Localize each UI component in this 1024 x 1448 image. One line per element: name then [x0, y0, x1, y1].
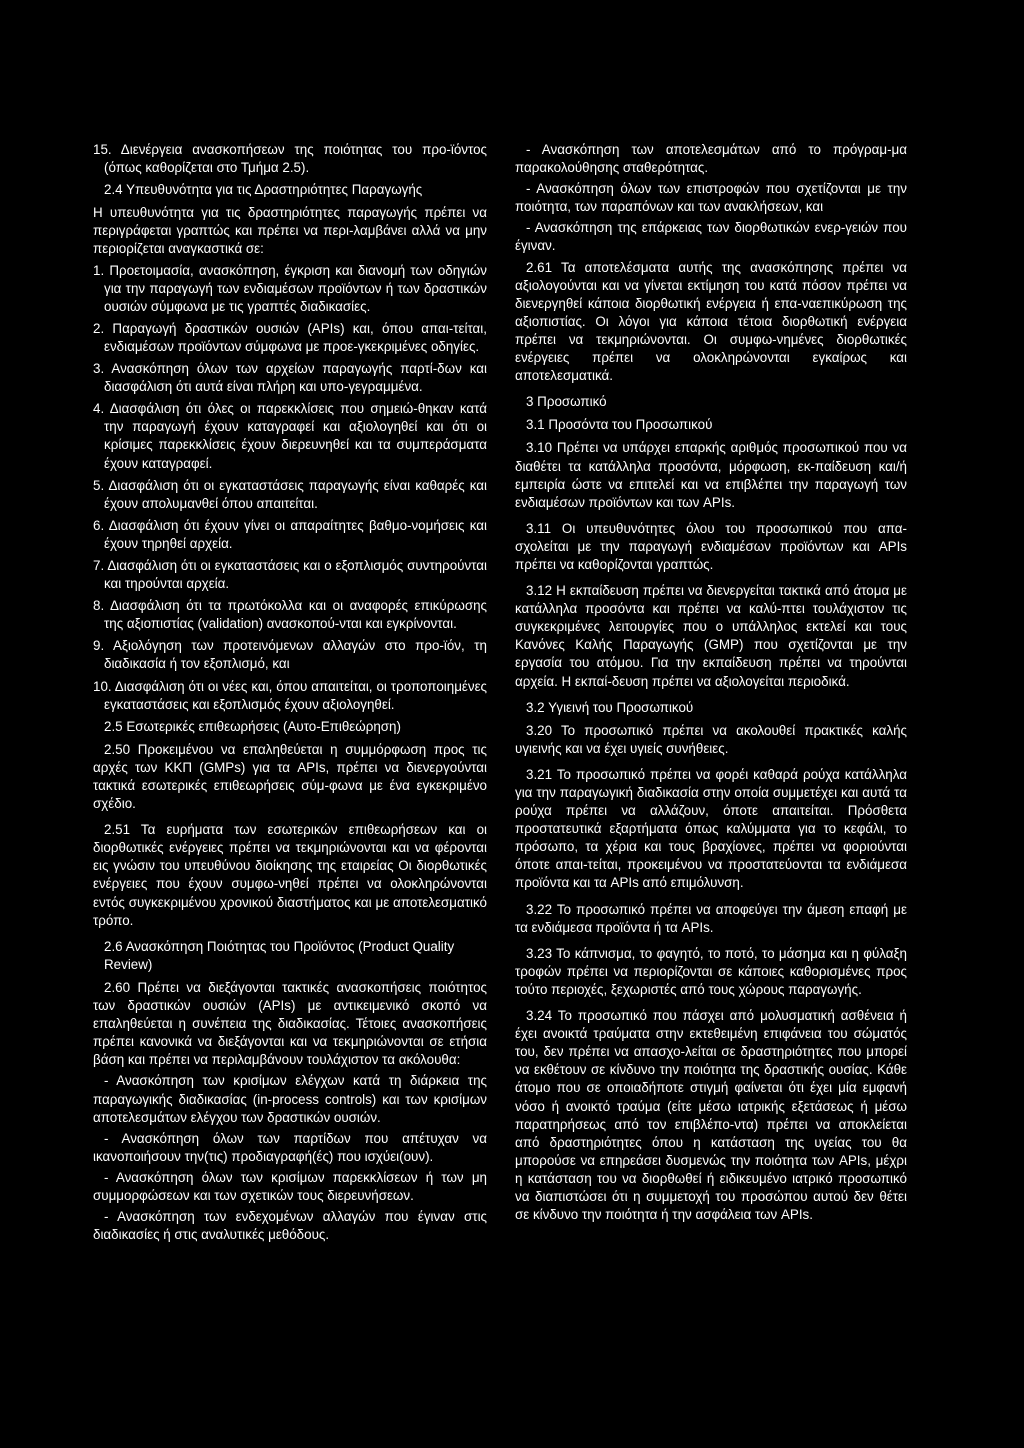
- section-heading: 2.6 Ανασκόπηση Ποιότητας του Προϊόντος (Product Quality Review): [104, 938, 455, 972]
- section-heading: 2.5 Εσωτερικές επιθεωρήσεις (Αυτο-Επιθεώρηση): [104, 718, 401, 734]
- section-heading: 2.4 Υπευθυνότητα για τις Δραστηριότητες Παραγωγής: [104, 182, 423, 198]
- paragraph: 3.12 Η εκπαίδευση πρέπει να διενεργείται τακτικά από άτομα με κατάλληλα προσόντα και πρέπει να καλύ-πτει τουλάχιστον τις συγκεκριμένες λειτουργίες που ο υπάλληλος εκτελεί και τους Κανόνες Καλής Παραγωγής (GMP) που σχετίζονται με την εργασία του ατόμου. Για την εκπαίδευση πρέπει να τηρούνται αρχεία. Η εκπαί-δευση πρέπει να αξιολογείται περιοδικά.: [515, 583, 907, 689]
- paragraph: 3.10 Πρέπει να υπάρχει επαρκής αριθμός προσωπικού που να διαθέτει τα κατάλληλα προσόντα, μόρφωση, εκ-παίδευση και/ή εμπειρία ώστε να επιτελεί και να επιβλέπει την παραγωγή των ενδιαμέσων προϊόντων και των APIs.: [515, 440, 907, 510]
- list-item: 5. Διασφάλιση ότι οι εγκαταστάσεις παραγωγής είναι καθαρές και έχουν απολυμανθεί όπου απαιτείται.: [93, 477, 487, 511]
- list-item: 3. Ανασκόπηση όλων των αρχείων παραγωγής παρτί-δων και διασφάλιση ότι αυτά είναι πλήρη και υπο-γεγραμμένα.: [93, 361, 487, 395]
- list-item: 10. Διασφάλιση ότι οι νέες και, όπου απαιτείται, οι τροποποιημένες εγκαταστάσεις και εξοπλισμός έχουν αξιολογηθεί.: [93, 678, 487, 712]
- paragraph: 3.24 Το προσωπικό που πάσχει από μολυσματική ασθένεια ή έχει ανοικτά τραύματα στην εκτεθειμένη επιφάνεια του σώματός του, δεν πρέπει να απασχο-λείται σε δραστηριότητες που μπορεί να εκθέτουν σε κίνδυνο την ποιότητα της δραστικής ουσίας. Κάθε άτομο που σε οποιαδήποτε στιγμή φαίνεται ότι έχει μία εμφανή νόσο ή ανοικτό τραύμα (είτε μέσω ιατρικής εξετάσεως ή μέσω παρατηρήσεως από τον επιβλέπο-ντα) πρέπει να αποκλείεται από δραστηριότητες όπου η κατάσταση της υγείας του θα μπορούσε να επηρεάσει δυσμενώς την ποιότητα των APIs, μέχρι η κατάσταση του να διορθωθεί ή ειδικευμένο ιατρικό προσωπικό να διαπιστώσει ότι η συμμετοχή του προσώπου αυτού δεν θέτει σε κίνδυνο την ποιότητα ή την ασφάλεια των APIs.: [515, 1008, 907, 1223]
- list-item: 7. Διασφάλιση ότι οι εγκαταστάσεις και ο εξοπλισμός συντηρούνται και τηρούνται αρχεία.: [93, 557, 487, 592]
- list-item: 6. Διασφάλιση ότι έχουν γίνει οι απαραίτητες βαθμο-νομήσεις και έχουν τηρηθεί αρχεία.: [93, 517, 487, 551]
- paragraph: Η υπευθυνότητα για τις δραστηριότητες παραγωγής πρέπει να περιγράφεται γραπτώς και πρέπει να περι-λαμβάνει αλλά να μην περιορίζεται αναγκαστικά σε:: [93, 205, 487, 257]
- paragraph: 2.51 Τα ευρήματα των εσωτερικών επιθεωρήσεων και οι διορθωτικές ενέργειες πρέπει να τεκμηριώνονται και να φέρονται εις γνώσιν του υπευθύνου διοίκησης της εταιρείας Οι διορθωτικές ενέργειες που έχουν συμφω-νηθεί πρέπει να ολοκληρώνονται εντός συγκεκριμένου χρονικού διαστήματος και με αποτελεσματικό τρόπο.: [93, 822, 487, 928]
- section-heading: 3.1 Προσόντα του Προσωπικού: [526, 417, 713, 433]
- paragraph: 3.11 Οι υπευθυνότητες όλου του προσωπικού που απα-σχολείται με την παραγωγή ενδιαμέσων προϊόντων και APIs πρέπει να καθορίζονται γραπτώς.: [515, 520, 907, 572]
- list-item: 15. Διενέργεια ανασκοπήσεων της ποιότητας του προ-ϊόντος (όπως καθορίζεται στο Τμήμα 2.5).: [93, 142, 487, 176]
- bullet-item: - Ανασκόπηση των αποτελεσμάτων από το πρόγραμ-μα παρακολούθησης σταθερότητας.: [515, 142, 907, 176]
- paragraph: 3.22 Το προσωπικό πρέπει να αποφεύγει την άμεση επαφή με τα ενδιάμεσα προϊόντα ή τα APIs.: [515, 901, 907, 935]
- paragraph: 3.23 Το κάπνισμα, το φαγητό, το ποτό, το μάσημα και η φύλαξη τροφών πρέπει να περιορίζονται σε κάποιες καθορισμένες προς τούτο περιοχές, ξεχωριστές από τους χώρους παραγωγής.: [515, 945, 907, 997]
- paragraph: 3.20 Το προσωπικό πρέπει να ακολουθεί πρακτικές καλής υγιεινής και να έχει υγιείς συνήθειες.: [515, 722, 907, 756]
- list-item: 4. Διασφάλιση ότι όλες οι παρεκκλίσεις που σημειώ-θηκαν κατά την παραγωγή έχουν καταγραφεί και αξιολογηθεί και ότι οι κρίσιμες παρεκκλίσεις έχουν διερευνηθεί και τα συμπεράσματα έχουν καταγραφεί.: [93, 401, 487, 471]
- list-item: 1. Προετοιμασία, ανασκόπηση, έγκριση και διανομή των οδηγιών για την παραγωγή των ενδιαμέσων προϊόντων ή των δραστικών ουσιών σύμφωνα με τις γραπτές διαδικασίες.: [93, 262, 487, 314]
- paragraph: 2.60 Πρέπει να διεξάγονται τακτικές ανασκοπήσεις ποιότητος των δραστικών ουσιών (APIs) με αντικειμενικό σκοπό να επαληθεύεται η συνέπεια της διαδικασίας. Τέτοιες ανασκοπήσεις πρέπει κανονικά να διεξάγονται και να τεκμηριώνονται σε ετήσια βάση και πρέπει να περιλαμβάνουν τουλάχιστον τα ακόλουθα:: [93, 979, 487, 1068]
- bullet-item: - Ανασκόπηση όλων των κρισίμων παρεκκλίσεων ή των μη συμμορφώσεων και των σχετικών τους διερευνήσεων.: [93, 1169, 487, 1203]
- list-item: 9. Αξιολόγηση των προτεινόμενων αλλαγών στο προ-ϊόν, τη διαδικασία ή τον εξοπλισμό, και: [93, 638, 487, 672]
- paragraph: 2.50 Προκειμένου να επαληθεύεται η συμμόρφωση προς τις αρχές των ΚΚΠ (GMPs) για τα APIs, πρέπει να διενεργούνται τακτικά εσωτερικές επιθεωρήσεις σύμ-φωνα με ένα εγκεκριμένο σχέδιο.: [93, 741, 487, 812]
- bullet-item: - Ανασκόπηση των κρισίμων ελέγχων κατά τη διάρκεια της παραγωγικής διαδικασίας (in-process controls) και των κρισίμων αποτελεσμάτων ελέγχου των δραστικών ουσιών.: [93, 1073, 487, 1125]
- bullet-item: - Ανασκόπηση των ενδεχομένων αλλαγών που έγιναν στις διαδικασίες ή στις αναλυτικές μεθόδους.: [93, 1209, 487, 1243]
- left-column: [93, 141, 487, 1247]
- paragraph: 3.21 Το προσωπικό πρέπει να φορέι καθαρά ρούχα κατάλληλα για την παραγωγική διαδικασία στην οποία συμμετέχει και αυτά τα ρούχα πρέπει να αλλάζουν, όποτε απαιτείται. Πρόσθετα προστατευτικά εξαρτήματα όπως καλύμματα για το κεφάλι, το πρόσωπο, τα χέρια και τους βραχίονες, πρέπει να φοριούνται όποτε απαι-τείται, προκειμένου να προστατεύονται τα ενδιάμεσα προϊόντα και τα APIs από επιμόλυνση.: [515, 766, 907, 891]
- section-heading: 3 Προσωπικό: [526, 394, 607, 410]
- list-item: 8. Διασφάλιση ότι τα πρωτόκολλα και οι αναφορές επικύρωσης της αξιοπιστίας (validation) ανασκοπού-νται και εγκρίνονται.: [93, 598, 487, 632]
- bullet-item: - Ανασκόπηση της επάρκειας των διορθωτικών ενερ-γειών που έγιναν.: [515, 220, 907, 254]
- list-item: 2. Παραγωγή δραστικών ουσιών (APIs) και, όπου απαι-τείται, ενδιαμέσων προϊόντων σύμφωνα με προε-γκεκριμένες οδηγίες.: [93, 320, 487, 354]
- right-column: [515, 141, 907, 1227]
- section-heading: 3.2 Υγιεινή του Προσωπικού: [526, 699, 694, 715]
- bullet-item: - Ανασκόπηση όλων των επιστροφών που σχετίζονται με την ποιότητα, των παραπόνων και των ανακλήσεων, και: [515, 181, 907, 215]
- bullet-item: - Ανασκόπηση όλων των παρτίδων που απέτυχαν να ικανοποιήσουν την(τις) προδιαγραφή(ές) που ισχύει(ουν).: [93, 1130, 487, 1164]
- paragraph: 2.61 Τα αποτελέσματα αυτής της ανασκόπησης πρέπει να αξιολογούνται και να γίνεται εκτίμηση του κατά πόσον πρέπει να διενεργηθεί κάποια διορθωτική ενέργεια ή επα-ναεπικύρωση της αξιοπιστίας. Οι λόγοι για κάποια τέτοια διορθωτική ενέργεια πρέπει να τεκμηριώνονται. Οι συμφω-νημένες διορθωτικές ενέργειες πρέπει να ολοκληρώνονται εγκαίρως και αποτελεσματικά.: [515, 259, 907, 384]
